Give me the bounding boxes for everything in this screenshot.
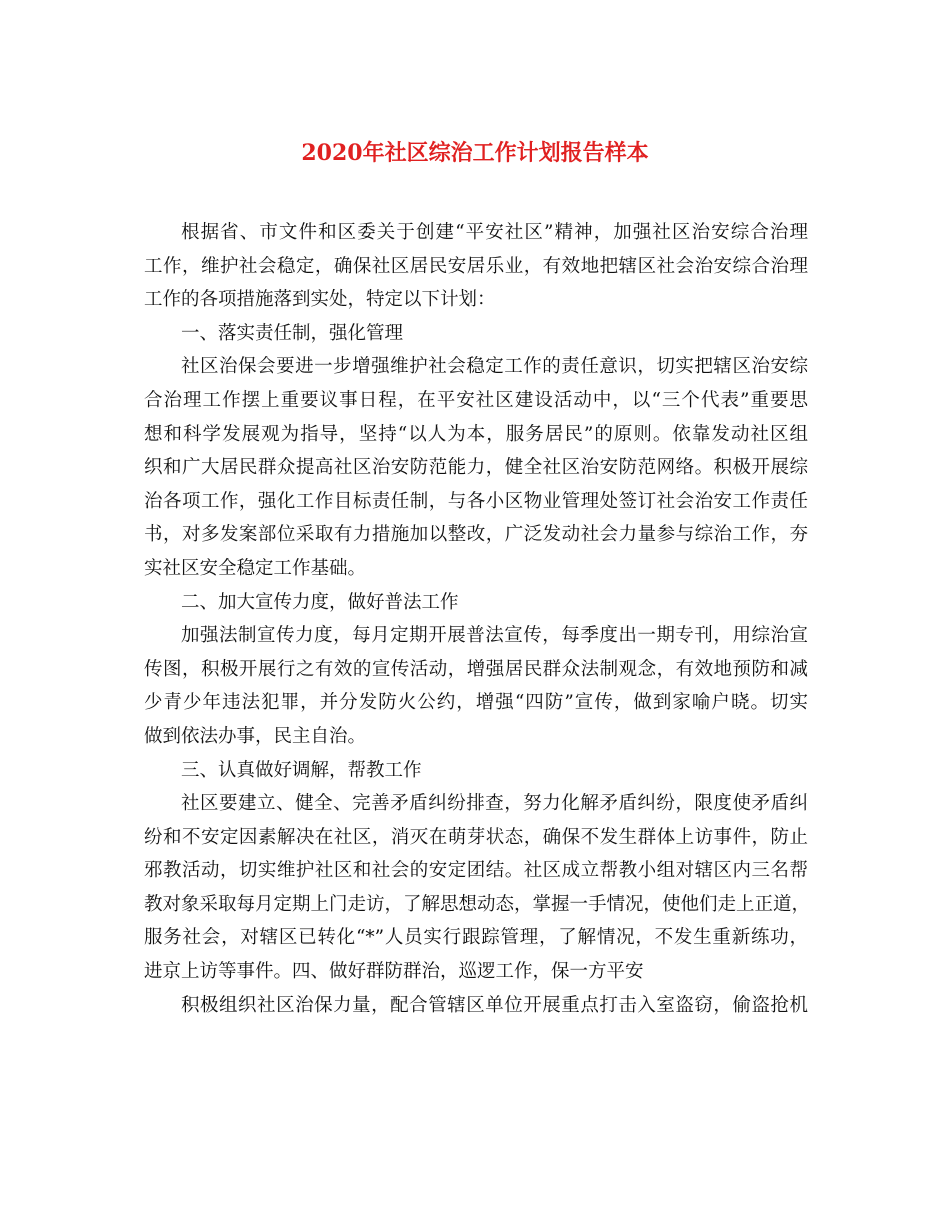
text-line: 根据省、市文件和区委关于创建“平安社区”精神，加强社区治安综合治理 — [181, 222, 808, 243]
text-line: 实社区安全稳定工作基础。 — [144, 557, 367, 579]
text-line: 服务社会，对辖区已转化“*”人员实行跟踪管理，了解情况，不发生重新练功， — [144, 927, 808, 949]
text-line: 工作的各项措施落到实处，特定以下计划： — [144, 289, 496, 311]
text-line: 传图，积极开展行之有效的宣传活动，增强居民群众法制观念，有效地预防和减 — [144, 658, 808, 680]
text-line: 积极组织社区治保力量，配合管辖区单位开展重点打击入室盗窃，偷盗抢机 — [181, 994, 808, 1016]
text-line: 治各项工作，强化工作目标责任制，与各小区物业管理处签订社会治安工作责任 — [144, 490, 808, 512]
text-line: 做到依法办事，民主自治。 — [144, 725, 367, 747]
section-heading: 二、加大宣传力度，做好普法工作 — [181, 591, 459, 613]
document-body — [144, 216, 811, 1022]
text-line: 纷和不安定因素解决在社区，消灭在萌芽状态，确保不发生群体上访事件，防止 — [144, 826, 808, 848]
text-line: 社区要建立、健全、完善矛盾纠纷排查，努力化解矛盾纠纷，限度使矛盾纠 — [181, 793, 808, 815]
text-line: 加强法制宣传力度，每月定期开展普法宣传，每季度出一期专刊，用综治宣 — [181, 625, 808, 647]
text-line: 教对象采取每月定期上门走访，了解思想动态，掌握一手情况，使他们走上正道， — [144, 893, 811, 915]
text-line: 想和科学发展观为指导，坚持“以人为本，服务居民”的原则。依靠发动社区组 — [144, 423, 808, 445]
text-line: 书，对多发案部位采取有力措施加以整改，广泛发动社会力量参与综治工作，夯 — [144, 524, 808, 546]
text-line: 织和广大居民群众提高社区治安防范能力，健全社区治安防范网络。积极开展综 — [144, 457, 808, 479]
text-line: 社区治保会要进一步增强维护社会稳定工作的责任意识，切实把辖区治安综 — [181, 356, 808, 378]
section-heading: 三、认真做好调解，帮教工作 — [181, 759, 422, 781]
document-title: 2020年社区综治工作计划报告样本 — [301, 140, 649, 166]
text-line: 工作，维护社会稳定，确保社区居民安居乐业，有效地把辖区社会治安综合治理 — [144, 255, 808, 277]
text-line: 少青少年违法犯罪，并分发防火公约，增强“四防”宣传，做到家喻户晓。切实 — [144, 692, 808, 714]
text-line: 合治理工作摆上重要议事日程，在平安社区建设活动中，以“三个代表”重要思 — [144, 389, 808, 411]
text-line: 进京上访等事件。四、做好群防群治，巡逻工作，保一方平安 — [144, 961, 644, 983]
section-heading: 一、落实责任制，强化管理 — [181, 322, 404, 344]
text-line: 邪教活动，切实维护社区和社会的安定团结。社区成立帮教小组对辖区内三名帮 — [144, 860, 808, 882]
